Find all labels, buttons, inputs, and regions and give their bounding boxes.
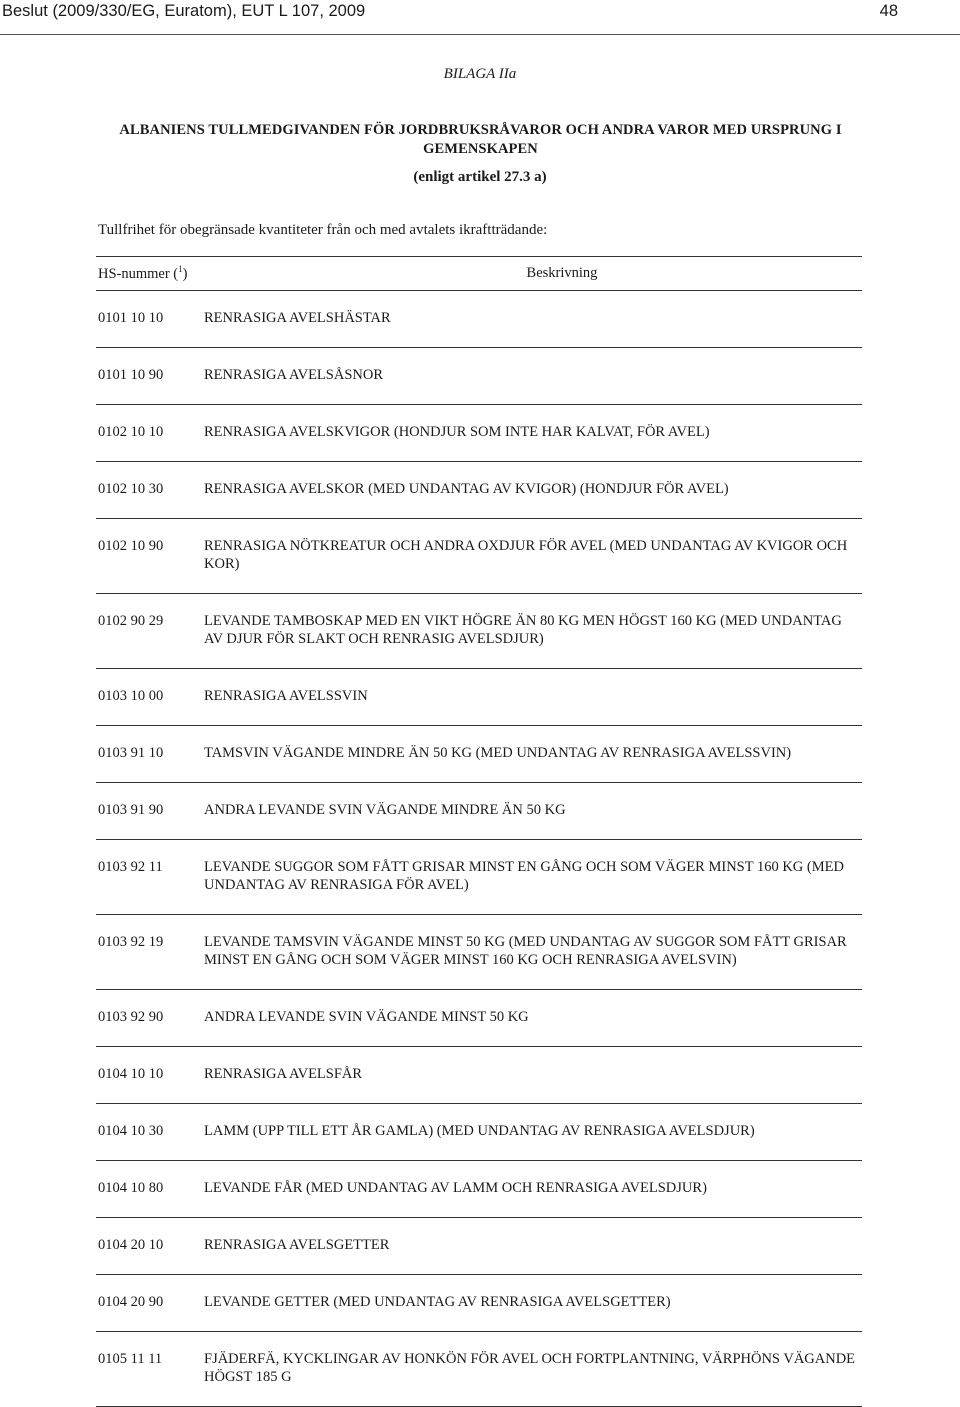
description-cell: LEVANDE SUGGOR SOM FÅTT GRISAR MINST EN GÅNG OCH SOM VÄGER MINST 160 KG (MED UNDANTAG AV RENRASIGA FÖR AVEL) [202, 840, 862, 915]
description-cell: RENRASIGA AVELSKVIGOR (HONDJUR SOM INTE HAR KALVAT, FÖR AVEL) [202, 405, 862, 462]
annex-label: BILAGA IIa [443, 66, 517, 82]
description-cell: ANDRA LEVANDE SVIN VÄGANDE MINST 50 KG [202, 990, 862, 1047]
document-subtitle: (enligt artikel 27.3 a) [413, 169, 547, 185]
description-cell: RENRASIGA AVELSSVIN [202, 669, 862, 726]
table-row [96, 1332, 862, 1407]
description-cell: RENRASIGA AVELSGETTER [202, 1218, 862, 1275]
table-row [96, 726, 862, 783]
description-cell: RENRASIGA AVELSHÄSTAR [202, 291, 862, 348]
page-header [0, 0, 960, 35]
description-cell: RENRASIGA AVELSKOR (MED UNDANTAG AV KVIGOR) (HONDJUR FÖR AVEL) [202, 462, 862, 519]
hs-code-cell: 0104 20 90 [96, 1275, 202, 1332]
column-header-hs-close: ) [182, 265, 188, 282]
footnote-marker: 1 [178, 264, 183, 275]
column-header-hs-label: HS-nummer ( [98, 265, 179, 282]
hs-code-cell: 0102 10 90 [96, 519, 202, 594]
description-cell: LEVANDE TAMSVIN VÄGANDE MINST 50 KG (MED UNDANTAG AV SUGGOR SOM FÅTT GRISAR MINST EN GÅNG OCH SOM VÄGER MINST 160 KG OCH RENRASIGA AVELSVIN) [202, 915, 862, 990]
table-header-row [96, 257, 862, 291]
table-row [96, 405, 862, 462]
hs-code-cell: 0104 10 80 [96, 1161, 202, 1218]
hs-code-cell: 0105 11 11 [96, 1332, 202, 1407]
hs-code-cell: 0104 20 10 [96, 1218, 202, 1275]
table-row [96, 1047, 862, 1104]
column-header-hs [96, 257, 202, 291]
table-row [96, 915, 862, 990]
page-number: 48 [879, 2, 898, 20]
description-cell: LEVANDE GETTER (MED UNDANTAG AV RENRASIGA AVELSGETTER) [202, 1275, 862, 1332]
table-row [96, 462, 862, 519]
table-row [96, 348, 862, 405]
header-title: Beslut (2009/330/EG, Euratom), EUT L 107, 2009 [2, 2, 366, 20]
description-cell: LEVANDE FÅR (MED UNDANTAG AV LAMM OCH RENRASIGA AVELSDJUR) [202, 1161, 862, 1218]
table-row [96, 594, 862, 669]
column-header-description: Beskrivning [202, 257, 862, 291]
hs-code-cell: 0104 10 10 [96, 1047, 202, 1104]
table-row [96, 519, 862, 594]
table-row [96, 840, 862, 915]
table-row [96, 1161, 862, 1218]
hs-code-cell: 0103 92 19 [96, 915, 202, 990]
description-cell: RENRASIGA NÖTKREATUR OCH ANDRA OXDJUR FÖR AVEL (MED UNDANTAG AV KVIGOR OCH KOR) [202, 519, 862, 594]
description-cell: ANDRA LEVANDE SVIN VÄGANDE MINDRE ÄN 50 KG [202, 783, 862, 840]
description-cell: LAMM (UPP TILL ETT ÅR GAMLA) (MED UNDANTAG AV RENRASIGA AVELSDJUR) [202, 1104, 862, 1161]
tariff-table [96, 256, 862, 1407]
table-row [96, 783, 862, 840]
hs-code-cell: 0101 10 90 [96, 348, 202, 405]
document-title: ALBANIENS TULLMEDGIVANDEN FÖR JORDBRUKSRÅVAROR OCH ANDRA VAROR MED URSPRUNG I GEMENSKAPEN [119, 122, 842, 157]
hs-code-cell: 0103 91 90 [96, 783, 202, 840]
hs-code-cell: 0102 10 30 [96, 462, 202, 519]
description-cell: TAMSVIN VÄGANDE MINDRE ÄN 50 KG (MED UNDANTAG AV RENRASIGA AVELSSVIN) [202, 726, 862, 783]
hs-code-cell: 0103 92 11 [96, 840, 202, 915]
intro-text: Tullfrihet för obegränsade kvantiteter från och med avtalets ikraftträdande: [98, 222, 548, 238]
hs-code-cell: 0103 91 10 [96, 726, 202, 783]
hs-code-cell: 0104 10 30 [96, 1104, 202, 1161]
description-cell: RENRASIGA AVELSÅSNOR [202, 348, 862, 405]
hs-code-cell: 0102 90 29 [96, 594, 202, 669]
table-row [96, 1104, 862, 1161]
table-row [96, 990, 862, 1047]
hs-code-cell: 0101 10 10 [96, 291, 202, 348]
description-cell: FJÄDERFÄ, KYCKLINGAR AV HONKÖN FÖR AVEL OCH FORTPLANTNING, VÄRPHÖNS VÄGANDE HÖGST 185 G [202, 1332, 862, 1407]
table-row [96, 669, 862, 726]
description-cell: RENRASIGA AVELSFÅR [202, 1047, 862, 1104]
table-row [96, 1218, 862, 1275]
table-row [96, 1275, 862, 1332]
table-row [96, 291, 862, 348]
hs-code-cell: 0103 92 90 [96, 990, 202, 1047]
hs-code-cell: 0102 10 10 [96, 405, 202, 462]
hs-code-cell: 0103 10 00 [96, 669, 202, 726]
description-cell: LEVANDE TAMBOSKAP MED EN VIKT HÖGRE ÄN 80 KG MEN HÖGST 160 KG (MED UNDANTAG AV DJUR FÖR SLAKT OCH RENRASIG AVELSDJUR) [202, 594, 862, 669]
